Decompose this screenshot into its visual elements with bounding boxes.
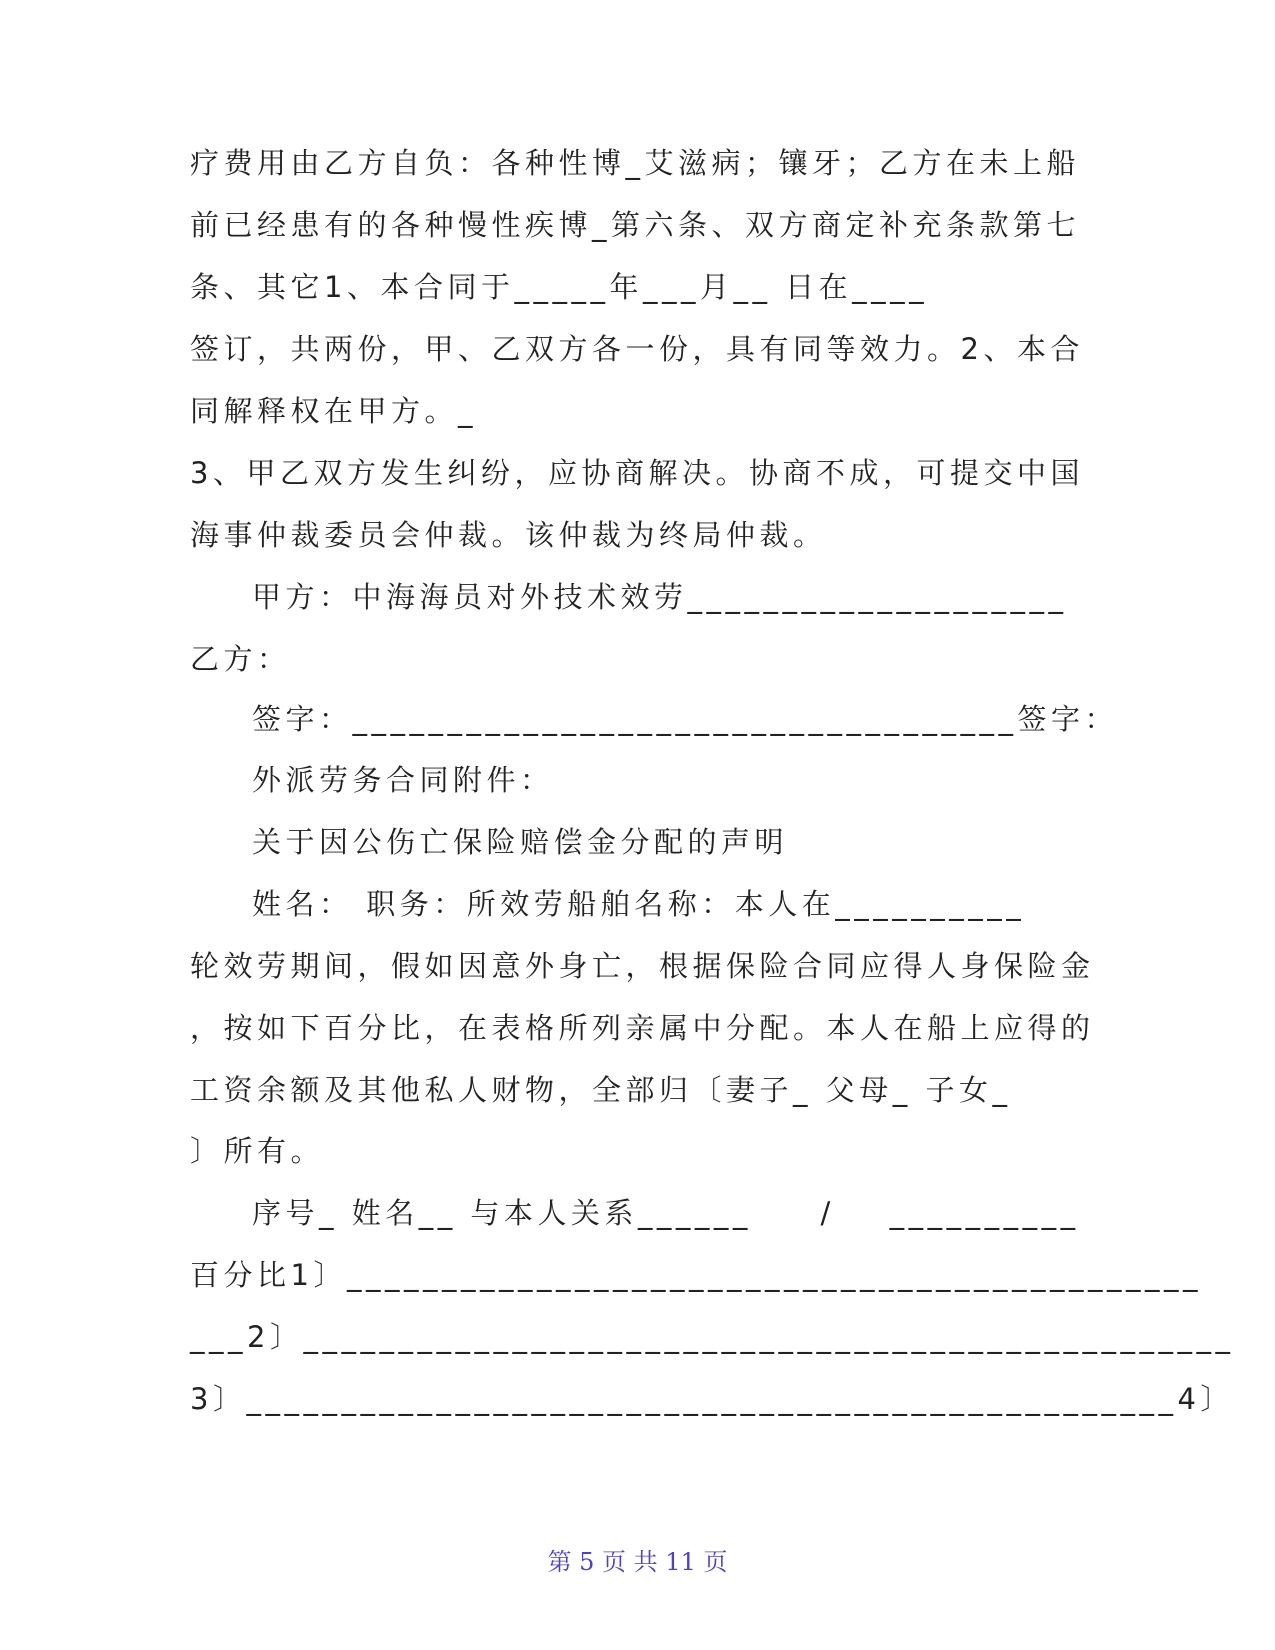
body-text-line: 疗费用由乙方自负：各种性博_艾滋病；镶牙；乙方在未上船	[190, 146, 1081, 180]
body-text-line: 轮效劳期间，假如因意外身亡，根据保险合同应得人身保险金	[190, 949, 1095, 983]
body-text-line: 〕所有。	[190, 1134, 325, 1168]
declaration-title: 关于因公伤亡保险赔偿金分配的声明	[252, 825, 789, 859]
page-footer	[0, 1545, 1275, 1579]
table-row-line: 3〕_________________________________________________4〕	[190, 1382, 1234, 1416]
body-text-line: 姓名： 职务：所效劳船舶名称：本人在__________	[252, 887, 1026, 921]
body-text-line: 同解释权在甲方。_	[190, 394, 478, 428]
table-row-line: ___2〕_________________________________________________	[190, 1320, 1235, 1354]
body-text-line: 条、其它1、本合同于_____年___月__ 日在____	[190, 270, 929, 304]
body-text-line: 签订，共两份，甲、乙双方各一份，具有同等效力。2、本合	[190, 332, 1084, 366]
signature-line: 签字：___________________________________签字：	[252, 702, 1119, 736]
table-row-line: 百分比1〕_____________________________________________	[190, 1258, 1202, 1292]
body-text-line: 工资余额及其他私人财物，全部归〔妻子_ 父母_ 子女_	[190, 1073, 1012, 1107]
body-text-line: 3、甲乙双方发生纠纷，应协商解决。协商不成，可提交中国	[190, 456, 1084, 490]
page-number-label: 第 5 页 共 11 页	[547, 1548, 728, 1576]
party-a-line: 甲方：中海海员对外技术效劳____________________	[252, 580, 1068, 614]
attachment-heading: 外派劳务合同附件：	[252, 763, 554, 797]
body-text-line: ，按如下百分比，在表格所列亲属中分配。本人在船上应得的	[190, 1011, 1095, 1045]
body-text-line: 前已经患有的各种慢性疾博_第六条、双方商定补充条款第七	[190, 208, 1081, 242]
table-header-line: 序号_ 姓名__ 与本人关系______ / __________	[252, 1196, 1080, 1230]
body-text-line: 海事仲裁委员会仲裁。该仲裁为终局仲裁。	[190, 518, 827, 552]
party-b-line: 乙方：	[190, 642, 291, 676]
